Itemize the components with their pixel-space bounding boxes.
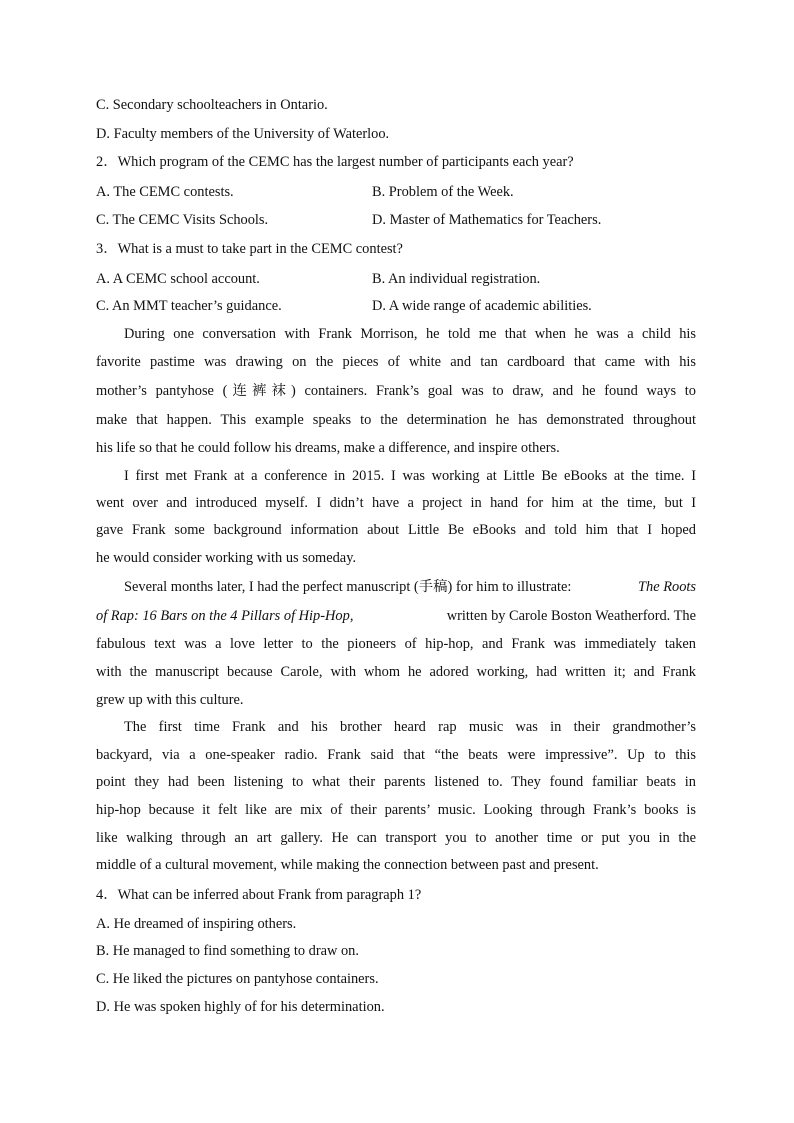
q2-option-d: D. Master of Mathematics for Teachers. — [372, 212, 602, 228]
passage-p2-line: he would consider working with us someday. — [96, 550, 357, 566]
passage-p3-line: with the manuscript because Carole, with whom he adored working, had written it; and Frank — [96, 664, 696, 680]
passage-p1-line: his life so that he could follow his dreams, make a difference, and inspire others. — [96, 440, 560, 456]
passage-p2-line: gave Frank some background information about Little Be eBooks and told him that I hoped — [96, 522, 696, 538]
passage-p4-line: middle of a cultural movement, while making the connection between past and present. — [96, 857, 599, 873]
q2-option-a: A. The CEMC contests. — [96, 184, 234, 200]
q3-options-row-2 — [96, 296, 696, 316]
passage-p1-line: mother’s pantyhose (连裤袜) containers. Frank’s goal was to draw, and he found ways to — [96, 383, 696, 399]
passage-p3-text: written by Carole Boston Weatherford. The — [446, 608, 696, 624]
q4-option-a: A. He dreamed of inspiring others. — [96, 916, 297, 932]
q1-option-c: C. Secondary schoolteachers in Ontario. — [96, 97, 328, 113]
q3-option-b: B. An individual registration. — [372, 271, 541, 287]
passage-p4-line: like walking through an art gallery. He can transport you to another time or put you in the — [96, 830, 696, 846]
q3-option-d: D. A wide range of academic abilities. — [372, 298, 592, 314]
q2-options-row-1 — [96, 182, 696, 202]
passage-p3-text: Several months later, I had the perfect manuscript (手稿) for him to illustrate: — [124, 579, 572, 595]
q4-option-b: B. He managed to find something to draw on. — [96, 943, 359, 959]
passage-p4-line: The first time Frank and his brother heard rap music was in their grandmother’s — [124, 719, 696, 735]
q4-option-d: D. He was spoken highly of for his determination. — [96, 999, 385, 1015]
q3-question: 3．What is a must to take part in the CEMC contest? — [96, 241, 403, 257]
q3-options-row-1 — [96, 269, 696, 289]
book-title-part-1: The Roots — [638, 579, 696, 595]
passage-p4-line: backyard, via a one-speaker radio. Frank said that “the beats were impressive”. Up to this — [96, 747, 696, 763]
passage-p3-line-2 — [96, 606, 696, 626]
passage-p4-line: hip-hop because it felt like are mix of their parents’ music. Looking through Frank’s books is — [96, 802, 696, 818]
q4-option-c: C. He liked the pictures on pantyhose containers. — [96, 971, 379, 987]
q2-options-row-2 — [96, 210, 696, 230]
q3-option-c: C. An MMT teacher’s guidance. — [96, 298, 282, 314]
q2-option-c: C. The CEMC Visits Schools. — [96, 212, 269, 228]
q3-option-a: A. A CEMC school account. — [96, 271, 260, 287]
q4-question: 4．What can be inferred about Frank from paragraph 1? — [96, 887, 422, 903]
passage-p1-line: favorite pastime was drawing on the pieces of white and tan cardboard that came with his — [96, 354, 696, 370]
passage-p3-line-1 — [124, 577, 696, 597]
passage-p2-line: I first met Frank at a conference in 2015. I was working at Little Be eBooks at the time. I — [124, 468, 696, 484]
passage-p2-line: went over and introduced myself. I didn’t have a project in hand for him at the time, but I — [96, 495, 696, 511]
passage-p3-line: grew up with this culture. — [96, 692, 244, 708]
passage-p3-line: fabulous text was a love letter to the pioneers of hip-hop, and Frank was immediately taken — [96, 636, 696, 652]
book-title-part-2: of Rap: 16 Bars on the 4 Pillars of Hip-Hop, — [96, 608, 354, 624]
q1-option-d: D. Faculty members of the University of Waterloo. — [96, 126, 390, 142]
passage-p4-line: point they had been listening to what their parents listened to. They found familiar beats in — [96, 774, 696, 790]
passage-p1-line: During one conversation with Frank Morrison, he told me that when he was a child his — [124, 326, 696, 342]
passage-p1-line: make that happen. This example speaks to the determination he has demonstrated throughout — [96, 412, 696, 428]
q2-option-b: B. Problem of the Week. — [372, 184, 514, 200]
q2-question: 2．Which program of the CEMC has the largest number of participants each year? — [96, 154, 574, 170]
